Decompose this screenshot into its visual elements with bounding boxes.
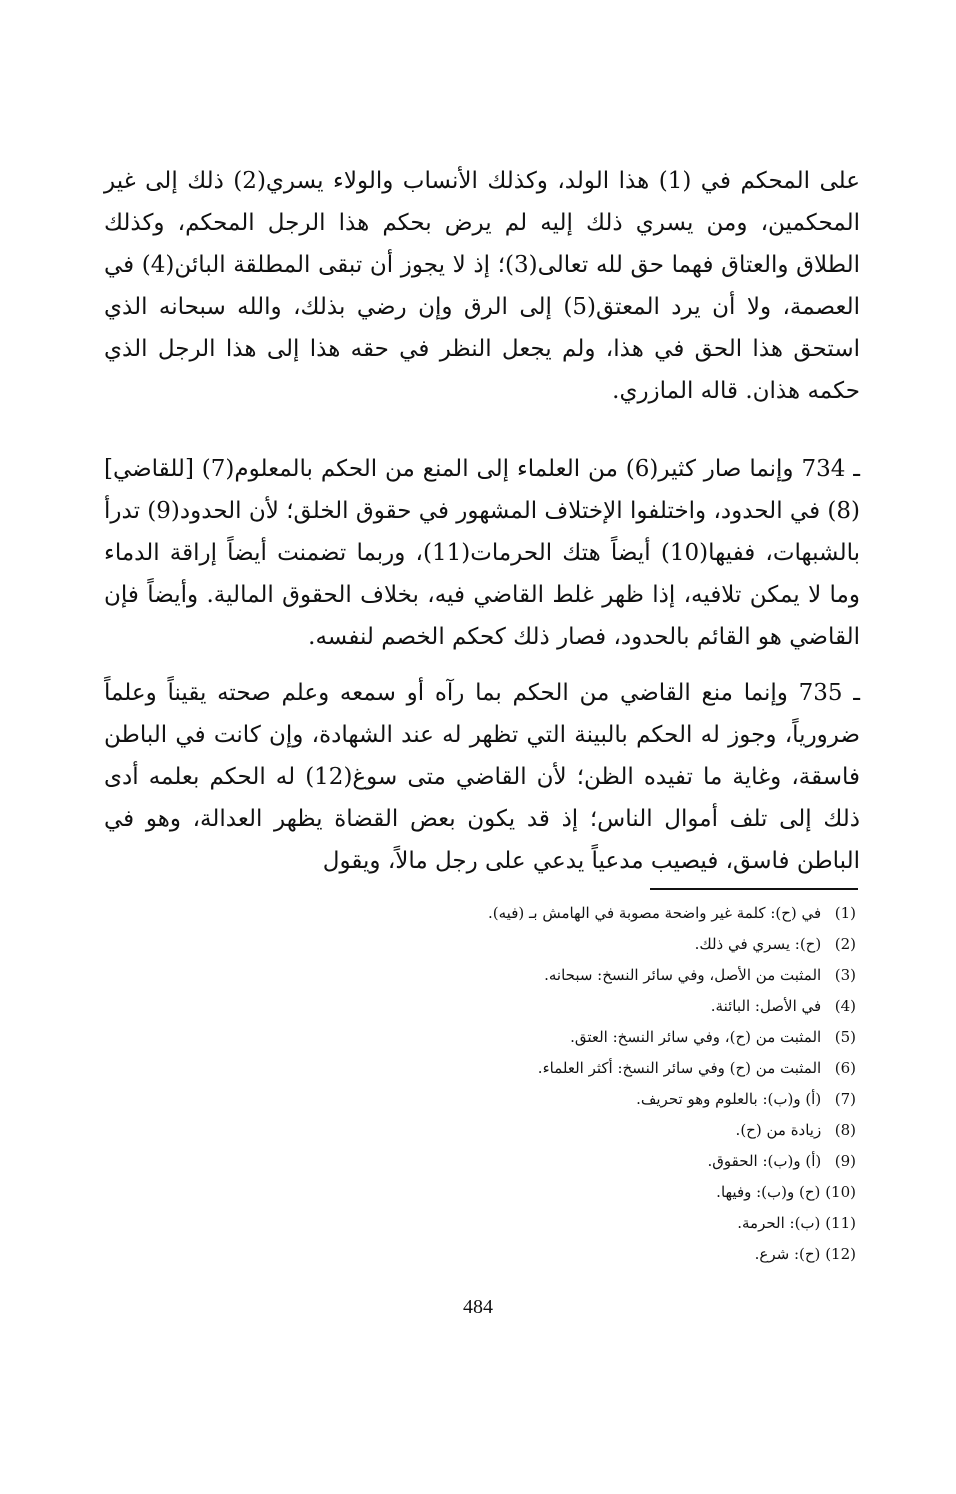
footnote-item [300,1239,856,1270]
page-number: 484 [463,1296,493,1318]
footnote-item [300,1146,856,1177]
footnote-number: (12) [825,1245,856,1263]
footnote-number: (10) [825,1183,856,1201]
footnote-item [300,960,856,991]
footnote-number: (11) [825,1214,856,1232]
footnote-number: (4) [834,997,856,1015]
footnotes-list [300,898,856,1270]
footnote-text: (ح): شرع. [754,1245,821,1263]
footnote-text: المثبت من (ح) وفي سائر النسخ: أكثر العلماء. [537,1059,822,1077]
paragraph-735 [104,672,860,882]
footnote-number: (5) [834,1028,856,1046]
footnote-text: المثبت من الأصل، وفي سائر النسخ: سبحانه. [544,966,822,984]
footnote-text: في الأصل: البائنة. [710,997,822,1015]
footnote-item [300,1084,856,1115]
paragraph-text: وإنما صار كثير(6) من العلماء إلى المنع من الحكم بالمعلوم(7) [للقاضي](8) في الحدود، واختلفوا الإختلاف المشهور في حقوق الخلق؛ لأن الحدود(9) تدرأ بالشبهات، ففيها(10) أيضاً هتك الحرمات(11)، وربما تضمنت أيضاً إراقة الدماء وما لا يمكن تلافيه، إذا ظهر غلط القاضي فيه، بخلاف الحقوق المالية. وأيضاً فإن القاضي هو القائم بالحدود، فصار ذلك كحكم الخصم لنفسه. [104,456,860,650]
footnote-number: (1) [834,904,856,922]
footnote-text: (أ) و(ب): بالعلوم وهو تحريف. [636,1090,822,1108]
paragraph-text: وإنما منع القاضي من الحكم بما رآه أو سمعه وعلم صحته يقيناً وعلماً ضرورياً، وجوز له الحكم بالبينة التي تظهر له عند الشهادة، وإن كانت في الباطن فاسقة، وغاية ما تفيده الظن؛ لأن القاضي متى سوغ(12) له الحكم بعلمه أدى ذلك إلى تلف أموال الناس؛ إذ قد يكون بعض القضاة يظهر العدالة، وهو في الباطن فاسق، فيصيب مدعياً يدعي على رجل مالاً، ويقول [104,680,860,874]
footnote-text: (أ) و(ب): الحقوق. [707,1152,822,1170]
footnote-number: (6) [834,1059,856,1077]
footnote-number: (9) [834,1152,856,1170]
footnote-text: (ح) و(ب): وفيها. [716,1183,821,1201]
footnote-number: (7) [834,1090,856,1108]
footnote-item [300,898,856,929]
footnote-item [300,1208,856,1239]
footnote-text: (ب): الحرمة. [737,1214,821,1232]
paragraph-text: على المحكم في (1) هذا الولد، وكذلك الأنساب والولاء يسري(2) ذلك إلى غير المحكمين، ومن يسري ذلك إليه لم يرض بحكم هذا الرجل المحكم، وكذلك الطلاق والعتاق فهما حق لله تعالى(3)؛ إذ لا يجوز أن تبقى المطلقة البائن(4) في العصمة، ولا أن يرد المعتق(5) إلى الرق وإن رضي بذلك، والله سبحانه الذي استحق هذا الحق في هذا، ولم يجعل النظر في حقه هذا إلى هذا الرجل الذي حكمه هذان. قاله المازري. [104,168,861,404]
footnote-item [300,1053,856,1084]
footnote-text: المثبت من (ح)، وفي سائر النسخ: العتق. [570,1028,822,1046]
footnote-item [300,1177,856,1208]
footnote-divider [650,888,858,890]
paragraph-number: 735 ـ [798,680,860,706]
footnote-item [300,1022,856,1053]
footnote-number: (8) [834,1121,856,1139]
footnote-text: في (ح): كلمة غير واضحة مصوبة في الهامش بـ (فيه). [488,904,822,922]
footnote-item [300,991,856,1022]
footnote-item [300,929,856,960]
footnote-text: (ح): يسري في ذلك. [694,935,822,953]
footnote-item [300,1115,856,1146]
paragraph-734 [104,448,860,658]
footnote-number: (3) [834,966,856,984]
paragraph-continuation [104,160,860,412]
footnote-text: زيادة من (ح). [735,1121,822,1139]
paragraph-number: 734 ـ [801,456,860,482]
footnote-number: (2) [834,935,856,953]
